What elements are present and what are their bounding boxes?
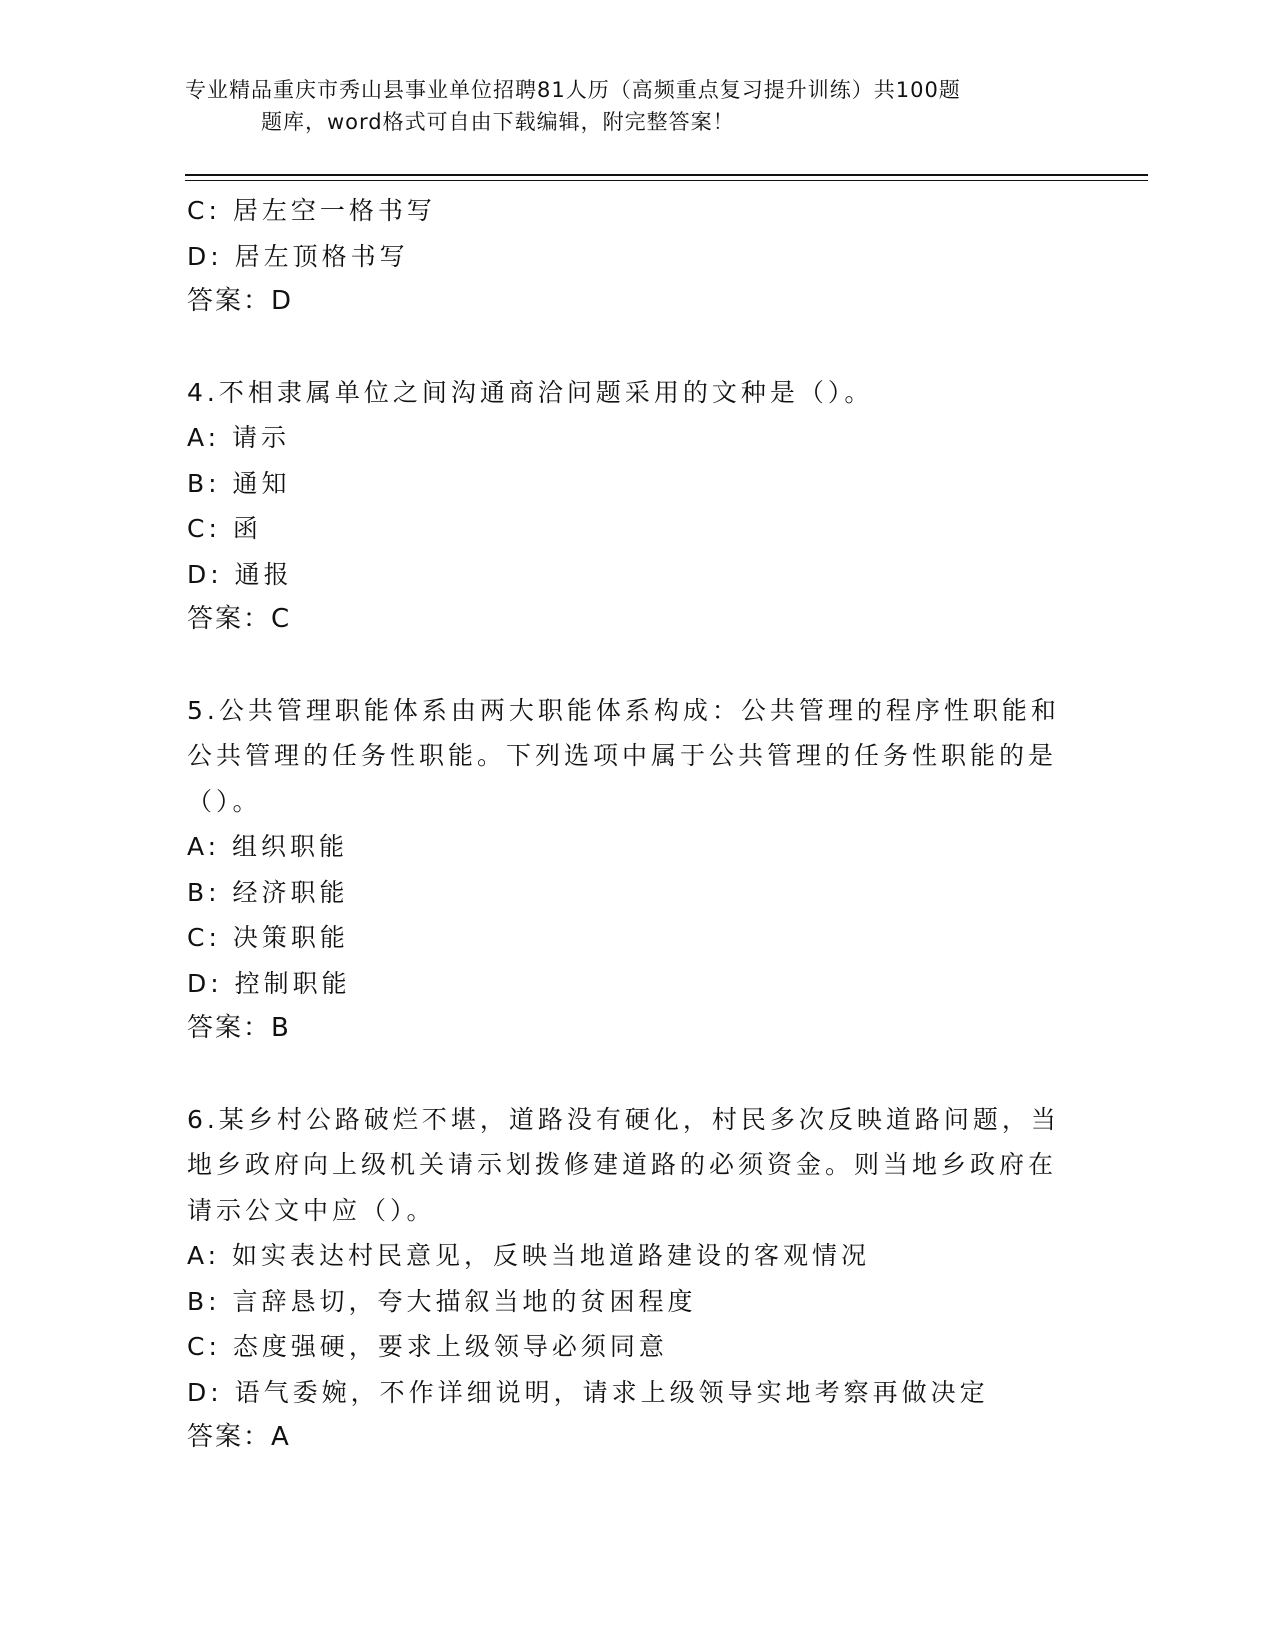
question-stem: 4.不相隶属单位之间沟通商洽问题采用的文种是（）。 xyxy=(187,377,874,407)
option-a: A: 如实表达村民意见，反映当地道路建设的客观情况 xyxy=(187,1241,871,1270)
header-divider-thin xyxy=(185,180,1148,181)
header-title-line2: 题库，word格式可自由下载编辑，附完整答案！ xyxy=(261,110,735,134)
option-b: B: 经济职能 xyxy=(187,877,349,907)
header-title-line1: 专业精品重庆市秀山县事业单位招聘81人历（高频重点复习提升训练）共100题 xyxy=(185,78,961,102)
question-4 xyxy=(187,370,1067,643)
question-stem-line1: 6.某乡村公路破烂不堪，道路没有硬化，村民多次反映道路问题，当 xyxy=(187,1104,1060,1134)
question-gap xyxy=(187,643,1067,688)
answer-line: 答案：D xyxy=(187,286,294,316)
option-a: A: 请示 xyxy=(187,423,291,452)
option-c: C: 函 xyxy=(187,514,262,543)
question-5 xyxy=(187,688,1067,1052)
question-stem-line2: 公共管理的任务性职能。下列选项中属于公共管理的任务性职能的是 xyxy=(187,741,1058,770)
option-d: D: 控制职能 xyxy=(187,968,351,998)
option-b: B: 言辞恳切，夸大描叙当地的贫困程度 xyxy=(187,1286,697,1316)
question-list xyxy=(187,188,1067,1461)
question-6 xyxy=(187,1097,1067,1461)
question-stem-line3: 请示公文中应（）。 xyxy=(187,1195,436,1225)
page-header xyxy=(185,74,1085,138)
option-a: A: 组织职能 xyxy=(187,832,349,861)
answer-line: 答案：B xyxy=(187,1013,291,1043)
question-3-tail xyxy=(187,188,1067,325)
option-c: C: 决策职能 xyxy=(187,923,349,952)
question-gap xyxy=(187,1052,1067,1097)
option-b: B: 通知 xyxy=(187,468,291,498)
option-d: D: 语气委婉，不作详细说明，请求上级领导实地考察再做决定 xyxy=(187,1377,989,1407)
question-gap xyxy=(187,325,1067,370)
question-stem-line3: （）。 xyxy=(187,786,262,816)
option-c: C: 居左空一格书写 xyxy=(187,196,436,225)
option-d: D: 通报 xyxy=(187,559,293,589)
header-divider-thick xyxy=(185,174,1148,176)
option-d: D: 居左顶格书写 xyxy=(187,241,409,271)
answer-line: 答案：A xyxy=(187,1422,291,1452)
option-c: C: 态度强硬，要求上级领导必须同意 xyxy=(187,1332,668,1361)
answer-line: 答案：C xyxy=(187,604,292,634)
question-stem-line1: 5.公共管理职能体系由两大职能体系构成：公共管理的程序性职能和 xyxy=(187,695,1060,725)
question-stem-line2: 地乡政府向上级机关请示划拨修建道路的必须资金。则当地乡政府在 xyxy=(187,1150,1058,1179)
